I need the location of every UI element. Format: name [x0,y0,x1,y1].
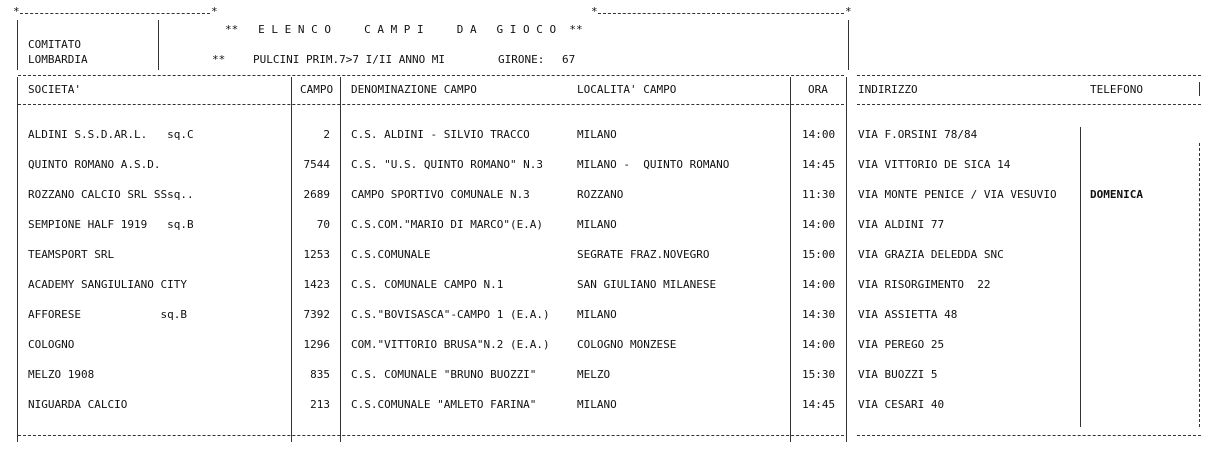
cell-ora: 15:30 [802,368,836,381]
cell-ora: 14:45 [802,158,836,171]
cell-denominazione: C.S. "U.S. QUINTO ROMANO" N.3 [351,158,544,171]
column-header-denominazione: DENOMINAZIONE CAMPO [351,83,477,96]
cell-denominazione: C.S. COMUNALE "BRUNO BUOZZI" [351,368,537,381]
divider [1199,143,1200,427]
cell-campo: 2689 [303,188,330,201]
cell-denominazione: C.S. ALDINI - SILVIO TRACCO [351,128,530,141]
divider [18,75,844,76]
divider [1199,82,1200,96]
corner-marker: * [845,5,852,18]
cell-denominazione: C.S."BOVISASCA"-CAMPO 1 (E.A.) [351,308,550,321]
cell-societa: ACADEMY SANGIULIANO CITY [28,278,187,291]
category-label: PULCINI PRIM.7>7 I/II ANNO MI [253,53,446,66]
divider [18,104,844,105]
cell-societa: TEAMSPORT SRL [28,248,115,261]
cell-campo: 7544 [303,158,330,171]
category-marker: ** [212,53,226,66]
cell-ora: 14:45 [802,398,836,411]
cell-localita: MILANO [577,308,617,321]
cell-ora: 14:00 [802,218,836,231]
cell-societa: ROZZANO CALCIO SRL SSsq.. [28,188,194,201]
cell-denominazione: C.S.COM."MARIO DI MARCO"(E.A) [351,218,544,231]
cell-campo: 2 [323,128,330,141]
divider [857,435,1201,436]
girone-value: 67 [562,53,576,66]
column-header-societa: SOCIETA' [28,83,81,96]
cell-societa: NIGUARDA CALCIO [28,398,128,411]
column-header-ora: ORA [808,83,828,96]
cell-societa: QUINTO ROMANO A.S.D. [28,158,161,171]
cell-localita: SAN GIULIANO MILANESE [577,278,717,291]
cell-indirizzo: VIA GRAZIA DELEDDA SNC [858,248,1004,261]
cell-indirizzo: VIA MONTE PENICE / VIA VESUVIO [858,188,1057,201]
divider [17,20,18,70]
cell-ora: 14:00 [802,278,836,291]
cell-localita: MILANO [577,398,617,411]
org-name-line1: COMITATO [28,38,81,51]
cell-indirizzo: VIA PEREGO 25 [858,338,945,351]
cell-indirizzo: VIA VITTORIO DE SICA 14 [858,158,1011,171]
page-title: ** E L E N C O C A M P I D A G I O C O ** [225,23,583,36]
divider [598,13,844,14]
cell-societa: MELZO 1908 [28,368,95,381]
cell-indirizzo: VIA ALDINI 77 [858,218,945,231]
cell-societa: SEMPIONE HALF 1919 sq.B [28,218,194,231]
divider [20,13,210,14]
cell-indirizzo: VIA BUOZZI 5 [858,368,938,381]
cell-campo: 1253 [303,248,330,261]
cell-localita: MILANO [577,218,617,231]
divider [291,77,292,442]
cell-localita: ROZZANO [577,188,624,201]
cell-societa: AFFORESE sq.B [28,308,187,321]
cell-campo: 213 [310,398,330,411]
cell-localita: MILANO [577,128,617,141]
divider [790,77,791,442]
cell-localita: SEGRATE FRAZ.NOVEGRO [577,248,710,261]
divider [158,20,159,70]
cell-ora: 14:00 [802,128,836,141]
cell-campo: 835 [310,368,330,381]
cell-ora: 14:00 [802,338,836,351]
corner-marker: * [591,5,598,18]
cell-campo: 7392 [303,308,330,321]
column-header-telefono: TELEFONO [1090,83,1143,96]
cell-ora: 14:30 [802,308,836,321]
cell-indirizzo: VIA F.ORSINI 78/84 [858,128,978,141]
corner-marker: * [13,5,20,18]
divider [340,77,341,442]
corner-marker: * [211,5,218,18]
cell-telefono: DOMENICA [1090,188,1143,201]
divider [857,75,1201,76]
divider [18,435,844,436]
cell-campo: 1296 [303,338,330,351]
org-name-line2: LOMBARDIA [28,53,88,66]
cell-campo: 70 [316,218,330,231]
cell-indirizzo: VIA RISORGIMENTO 22 [858,278,991,291]
cell-societa: COLOGNO [28,338,75,351]
cell-ora: 11:30 [802,188,836,201]
divider [1080,127,1081,427]
girone-label: GIRONE: [498,53,545,66]
cell-denominazione: COM."VITTORIO BRUSA"N.2 (E.A.) [351,338,550,351]
column-header-localita: LOCALITA' CAMPO [577,83,677,96]
divider [848,20,849,70]
divider [17,77,18,442]
cell-localita: MILANO - QUINTO ROMANO [577,158,730,171]
cell-denominazione: CAMPO SPORTIVO COMUNALE N.3 [351,188,530,201]
cell-indirizzo: VIA CESARI 40 [858,398,945,411]
cell-localita: MELZO [577,368,611,381]
cell-indirizzo: VIA ASSIETTA 48 [858,308,958,321]
cell-societa: ALDINI S.S.D.AR.L. sq.C [28,128,194,141]
cell-localita: COLOGNO MONZESE [577,338,677,351]
cell-ora: 15:00 [802,248,836,261]
cell-denominazione: C.S. COMUNALE CAMPO N.1 [351,278,504,291]
column-header-campo: CAMPO [300,83,334,96]
cell-denominazione: C.S.COMUNALE "AMLETO FARINA" [351,398,537,411]
cell-denominazione: C.S.COMUNALE [351,248,431,261]
divider [846,77,847,442]
column-header-indirizzo: INDIRIZZO [858,83,918,96]
divider [857,104,1201,105]
cell-campo: 1423 [303,278,330,291]
